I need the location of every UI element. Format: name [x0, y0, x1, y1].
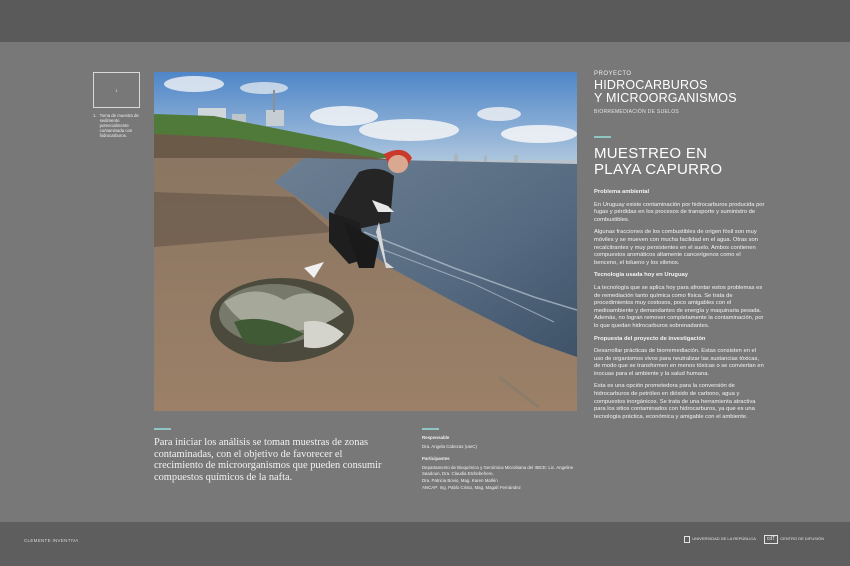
project-title: [594, 79, 794, 105]
cdt-logo-mark: cdT: [764, 535, 778, 544]
page-title-line: PLAYA CAPURRO: [594, 160, 723, 178]
credits-block: [422, 435, 580, 492]
body-column: [594, 189, 766, 426]
section-paragraph: La tecnología que se aplica hoy para afrontar estos problemas es de remediación tanto química como física. Se trata de procedimientos muy costosos, poco amigables con el medioambiente y demandantes de energía y maquinaria pesada. Además, no logran remover completamente la contaminación, por lo que quedan hidrocarburos sobrenadantes.: [594, 284, 764, 329]
project-subtitle: BIORREMEDIACIÓN DE SUELOS: [594, 109, 680, 115]
footer-logos: [684, 535, 824, 544]
responsible-heading: Responsable: [422, 435, 450, 440]
project-title-line: Y MICROORGANISMOS: [594, 91, 737, 105]
credits-accent-line: [422, 428, 439, 430]
section-heading: Tecnología usada hoy en Uruguay: [594, 272, 688, 279]
top-bar: [0, 0, 850, 42]
section-paragraph: Desarrollar prácticas de biorremediación. Estas consisten en el uso de organismos vivos para neutralizar las sustancias tóxicas, de modo que se transformen en menos tóxicas o se conviertan en inocuas para el ambiente y la salud humana.: [594, 348, 764, 377]
participants-line: Dra. Patricia Bovio, Mag. Karen Mallén: [422, 478, 498, 483]
cdt-logo: [764, 535, 824, 544]
lead-accent-line: [154, 428, 171, 430]
page-title-line: MUESTREO EN: [594, 145, 708, 162]
university-shield-icon: [684, 536, 690, 543]
footer-brand: CLEMENTE INVENTIVA: [24, 538, 79, 543]
figure-caption: [93, 114, 145, 139]
project-label: PROYECTO: [594, 71, 632, 77]
participants-heading: Participantes: [422, 456, 450, 461]
responsible-name: Dra. Angela Cabezas (uteC): [422, 444, 477, 449]
thumbnail-number: 1: [115, 87, 118, 93]
section-paragraph: En Uruguay existe contaminación por hidrocarburos producida por fugas y pérdidas en los procesos de transporte y suministro de combustibles.: [594, 201, 765, 223]
figure-caption-text: Toma de muestra de sedimento potencialmente contaminada con hidrocarburos.: [99, 113, 139, 138]
participants-line: Departamento de Bioquímica y Genómica Microbiana del IIBCE: Lic. Angeline Saadoun, Dra. Claudia Etchebehere,: [422, 465, 574, 476]
bottom-bar: [0, 522, 850, 566]
title-accent-line: [594, 136, 611, 138]
figure-thumbnail: [93, 72, 140, 108]
project-title-line: HIDROCARBUROS: [594, 78, 708, 92]
cdt-logo-text: CENTRO DE DIFUSIÓN: [780, 536, 824, 541]
section-paragraph: Esta es una opción prometedora para la conversión de hidrocarburos de petróleo en dióxido de carbono, agua y compuestos inorgánicos. Se trata de una herramienta atractiva para los sitios contaminados con hidrocarburos, ya que es una tecnología práctica, económica y amigable con el ambiente.: [594, 383, 756, 420]
university-logo: [684, 536, 756, 543]
university-logo-text: UNIVERSIDAD DE LA REPÚBLICA: [692, 536, 756, 541]
section-heading: Problema ambiental: [594, 189, 650, 195]
section-paragraph: Algunas fracciones de los combustibles de origen fósil son muy móviles y se mueven con mucha facilidad en el agua. Otras son recalcitrantes y muy persistentes en el suelo. Ambos contienen compuestos aromáticos altamente cancerígenos como el benceno, el tolueno y los xilenos.: [594, 229, 759, 266]
section-heading: Propuesta del proyecto de investigación: [594, 335, 706, 342]
lead-text: Para iniciar los análisis se toman muestras de zonas contaminadas, con el objetivo de favorecer el crecimiento de microorganismos que pueden consumir compuestos químicos de la nafta.: [154, 437, 382, 483]
main-photo: [154, 72, 577, 411]
participants-line: ANCAP: Ing. Pablo Cristo, Mag. Magalí Fernández: [422, 485, 521, 490]
page-title: [594, 146, 794, 177]
figure-caption-index: 1.: [93, 113, 97, 118]
